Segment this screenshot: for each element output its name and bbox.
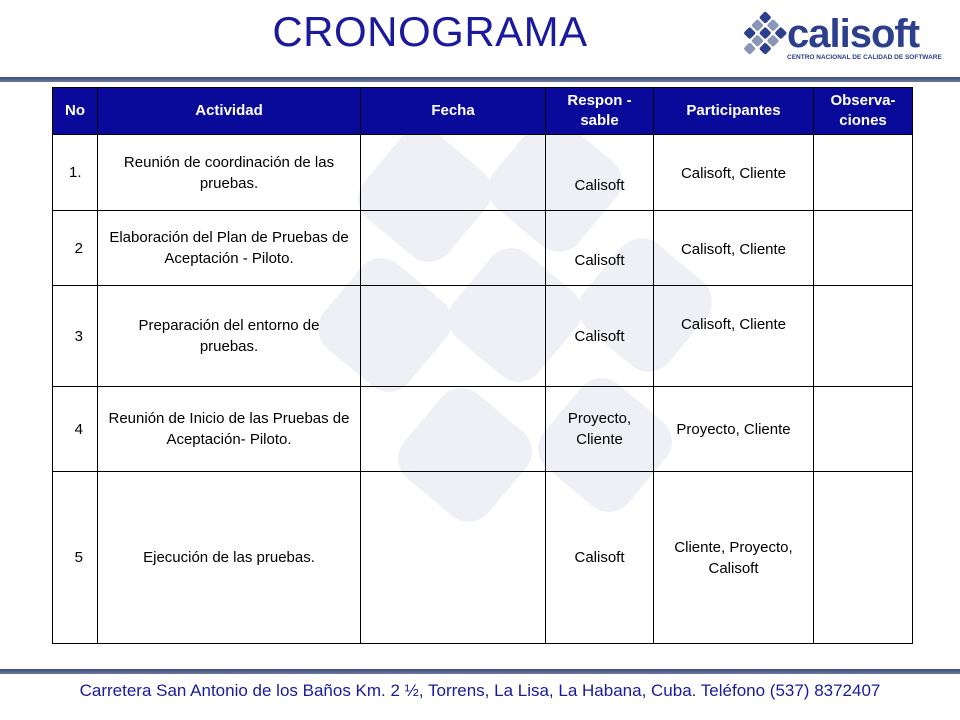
calisoft-logo	[735, 8, 942, 70]
cell-observaciones	[814, 135, 913, 211]
cell-actividad: Elaboración del Plan de Pruebas de Aceptación - Piloto.	[98, 211, 361, 286]
cell-observaciones	[814, 387, 913, 472]
cell-no: 5	[53, 472, 98, 644]
cell-no: 1.	[53, 135, 98, 211]
table-row	[53, 387, 913, 472]
cell-observaciones	[814, 211, 913, 286]
header-divider	[0, 77, 960, 82]
header-actividad: Actividad	[98, 88, 361, 135]
cell-participantes: Cliente, Proyecto, Calisoft	[654, 472, 814, 644]
schedule-table	[52, 87, 913, 644]
table-header-row	[53, 88, 913, 135]
cell-fecha	[361, 286, 546, 387]
table-row	[53, 286, 913, 387]
cell-participantes: Calisoft, Cliente	[654, 211, 814, 286]
cell-responsable: Calisoft	[546, 211, 654, 286]
cell-fecha	[361, 472, 546, 644]
cell-fecha	[361, 135, 546, 211]
table-row	[53, 472, 913, 644]
cell-actividad: Reunión de coordinación de las pruebas.	[98, 135, 361, 211]
table-row	[53, 135, 913, 211]
logo-tagline: CENTRO NACIONAL DE CALIDAD DE SOFTWARE	[787, 54, 942, 61]
table-row	[53, 211, 913, 286]
cell-no: 3	[53, 286, 98, 387]
cell-no: 2	[53, 211, 98, 286]
cell-participantes: Calisoft, Cliente	[654, 135, 814, 211]
cell-responsable: Calisoft	[546, 472, 654, 644]
cell-responsable: Proyecto, Cliente	[546, 387, 654, 472]
footer-divider	[0, 669, 960, 674]
cell-participantes: Calisoft, Cliente	[654, 286, 814, 387]
cell-actividad: Reunión de Inicio de las Pruebas de Aceptación- Piloto.	[98, 387, 361, 472]
footer-address: Carretera San Antonio de los Baños Km. 2 ½, Torrens, La Lisa, La Habana, Cuba. Teléfono (537) 8372407	[79, 681, 881, 700]
cell-fecha	[361, 387, 546, 472]
cell-responsable: Calisoft	[546, 286, 654, 387]
logo-mark-icon	[735, 8, 787, 70]
cell-observaciones	[814, 472, 913, 644]
header-no: No	[53, 88, 98, 135]
header-participantes: Participantes	[654, 88, 814, 135]
header-fecha: Fecha	[361, 88, 546, 135]
cell-responsable: Calisoft	[546, 135, 654, 211]
header-responsable: Respon - sable	[546, 88, 654, 135]
header-observaciones: Observa- ciones	[814, 88, 913, 135]
cell-actividad: Preparación del entorno de pruebas.	[98, 286, 361, 387]
cell-participantes: Proyecto, Cliente	[654, 387, 814, 472]
cell-actividad: Ejecución de las pruebas.	[98, 472, 361, 644]
cell-fecha	[361, 211, 546, 286]
page-title: CRONOGRAMA	[272, 8, 588, 55]
logo-brand: calisoft	[787, 12, 920, 56]
cell-observaciones	[814, 286, 913, 387]
cell-no: 4	[53, 387, 98, 472]
